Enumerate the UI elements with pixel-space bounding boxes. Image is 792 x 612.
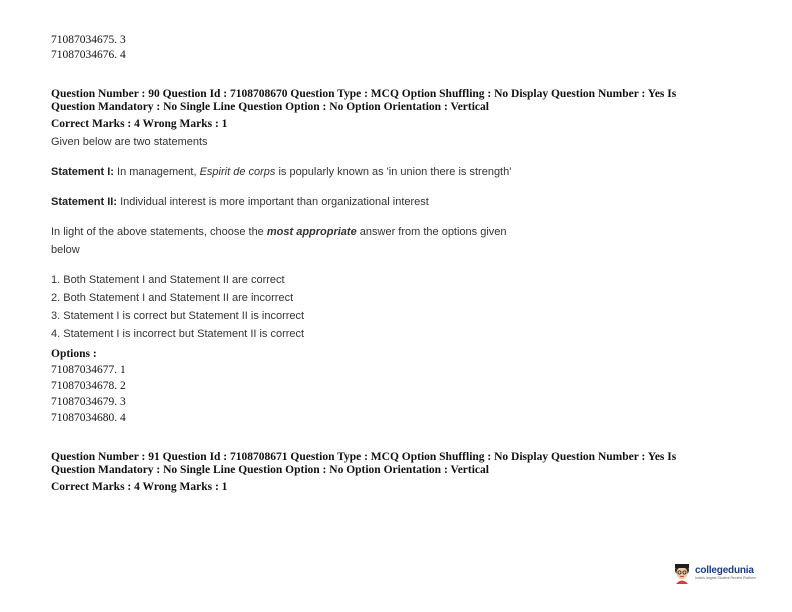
q91-marks: Correct Marks : 4 Wrong Marks : 1	[51, 481, 228, 493]
collegedunia-logo	[672, 560, 758, 586]
prev-option-id-3: 71087034675. 3	[51, 34, 126, 46]
option-item-2: 2. Both Statement I and Statement II are incorrect	[51, 292, 294, 304]
option-id-4: 71087034680. 4	[51, 412, 126, 424]
q90-statement-1	[51, 166, 511, 178]
option-id-2: 71087034678. 2	[51, 380, 126, 392]
q90-instruction-line-2: below	[51, 244, 80, 256]
logo-name: collegedunia	[695, 564, 754, 576]
instruction-post: answer from the options given	[356, 226, 507, 238]
option-item-1: 1. Both Statement I and Statement II are correct	[51, 274, 285, 286]
logo-tagline: India's largest Student Review Platform	[695, 575, 756, 580]
option-item-4: 4. Statement I is incorrect but Statement II is correct	[51, 328, 305, 340]
instruction-pre: In light of the above statements, choose the	[51, 226, 267, 238]
q90-statement-2	[51, 196, 429, 208]
statement-1-label: Statement I:	[51, 166, 114, 178]
statement-1-italic: Espirit de corps	[199, 166, 276, 178]
q91-meta-line-2: Question Mandatory : No Single Line Question Option : No Option Orientation : Vertical	[51, 464, 489, 476]
q90-intro: Given below are two statements	[51, 136, 208, 148]
instruction-emphasis: most appropriate	[266, 226, 357, 238]
q90-instruction	[51, 226, 507, 238]
prev-option-id-4: 71087034676. 4	[51, 49, 126, 61]
option-item-3: 3. Statement I is correct but Statement II is incorrect	[51, 310, 305, 322]
mascot-icon	[672, 562, 692, 584]
statement-2-text: Individual interest is more important than organizational interest	[117, 196, 429, 208]
q90-marks: Correct Marks : 4 Wrong Marks : 1	[51, 118, 228, 130]
q91-meta-line-1: Question Number : 91 Question Id : 7108708671 Question Type : MCQ Option Shuffling : No Display Question Number : Yes Is	[51, 451, 677, 463]
option-id-1: 71087034677. 1	[51, 364, 126, 376]
statement-1-text-post: is popularly known as 'in union there is strength'	[275, 166, 512, 178]
statement-2-label: Statement II:	[51, 196, 118, 208]
q90-meta-line-1: Question Number : 90 Question Id : 7108708670 Question Type : MCQ Option Shuffling : No Display Question Number : Yes Is	[51, 88, 677, 100]
statement-1-text-pre: In management,	[113, 166, 200, 178]
option-id-3: 71087034679. 3	[51, 396, 126, 408]
q90-meta-line-2: Question Mandatory : No Single Line Question Option : No Option Orientation : Vertical	[51, 101, 489, 113]
q90-option-list	[51, 271, 304, 343]
options-label: Options :	[51, 348, 97, 360]
